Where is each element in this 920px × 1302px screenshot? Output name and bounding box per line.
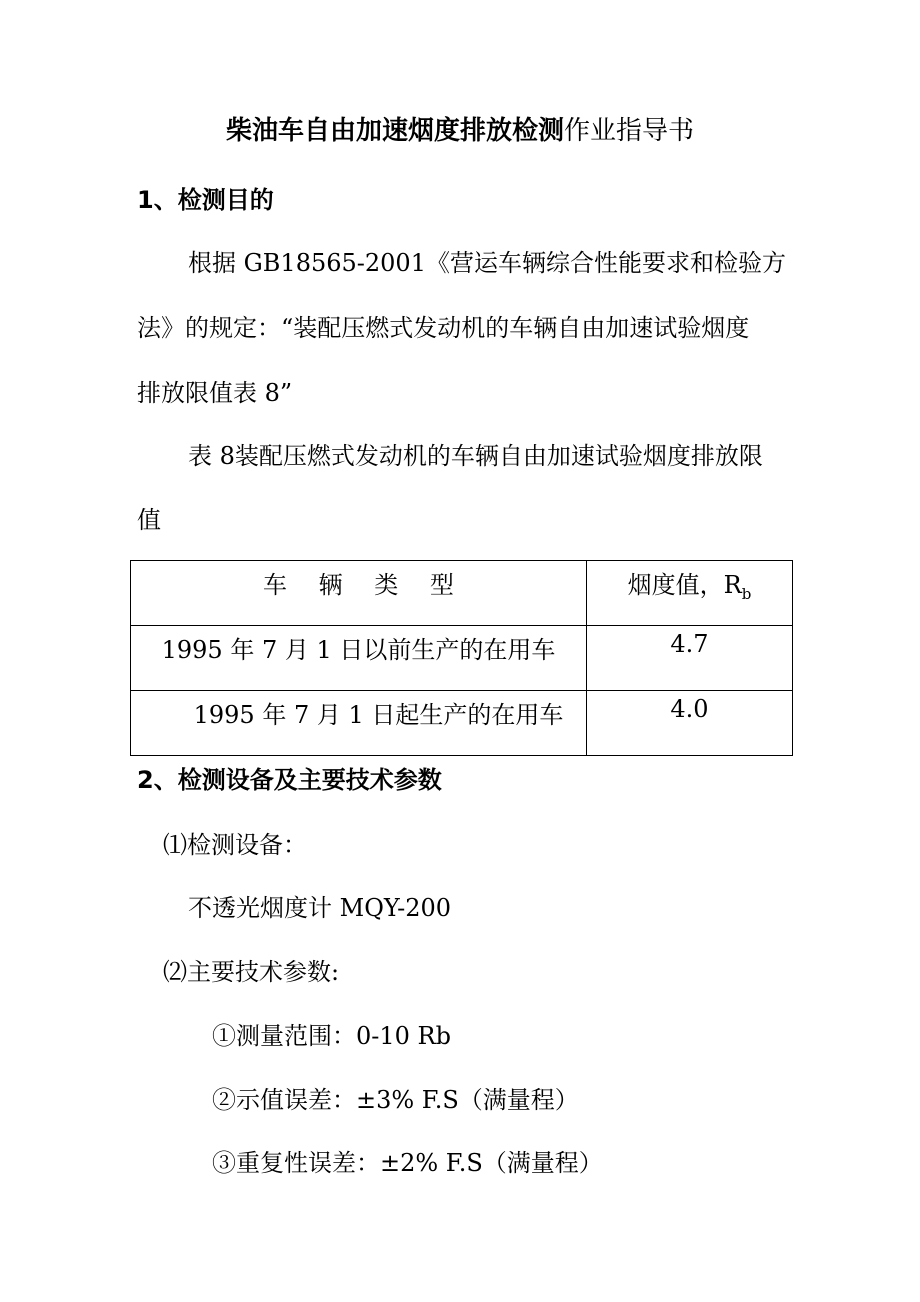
param-indication-error: ②示值误差：±3% F.S（满量程）: [212, 1086, 579, 1114]
header-smoke-value: [587, 561, 793, 626]
title-bold-part: 柴油车自由加速烟度排放检测: [225, 116, 564, 146]
equipment-name: 不透光烟度计 MQY-200: [188, 894, 452, 922]
purpose-paragraph-line-2: 法》的规定：“装配压燃式发动机的车辆自由加速试验烟度: [137, 314, 750, 342]
param-measure-range: ①测量范围：0-10 Rb: [212, 1022, 451, 1050]
param-repeatability-error: ③重复性误差：±2% F.S（满量程）: [212, 1149, 603, 1177]
smoke-limit-table: [130, 560, 793, 756]
purpose-paragraph-line-3: 排放限值表 8”: [137, 379, 293, 407]
document-title: [0, 110, 920, 147]
header-smoke-value-text: 烟度值，R: [627, 571, 742, 599]
header-vehicle-type: 车 辆 类 型: [131, 561, 587, 626]
table-caption-line-2: 值: [137, 506, 161, 534]
table-cell-vehicle: 1995 年 7 月 1 日以前生产的在用车: [131, 626, 587, 691]
table-caption-line-1: 表 8装配压燃式发动机的车辆自由加速试验烟度排放限: [188, 442, 763, 470]
title-normal-part: 作业指导书: [564, 116, 695, 146]
header-smoke-value-subscript: b: [741, 584, 752, 603]
table-row: [131, 691, 793, 756]
params-label: ⑵主要技术参数:: [163, 958, 340, 986]
table-cell-value: 4.7: [587, 626, 793, 691]
equipment-label: ⑴检测设备：: [163, 831, 307, 859]
table-row: [131, 626, 793, 691]
section-heading-equipment: 2、检测设备及主要技术参数: [137, 766, 442, 794]
table-cell-vehicle: 1995 年 7 月 1 日起生产的在用车: [131, 691, 587, 756]
purpose-paragraph-line-1: 根据 GB18565-2001《营运车辆综合性能要求和检验方: [188, 249, 786, 277]
section-heading-purpose: 1、检测目的: [137, 186, 274, 214]
table-header-row: [131, 561, 793, 626]
table-cell-value: 4.0: [587, 691, 793, 756]
